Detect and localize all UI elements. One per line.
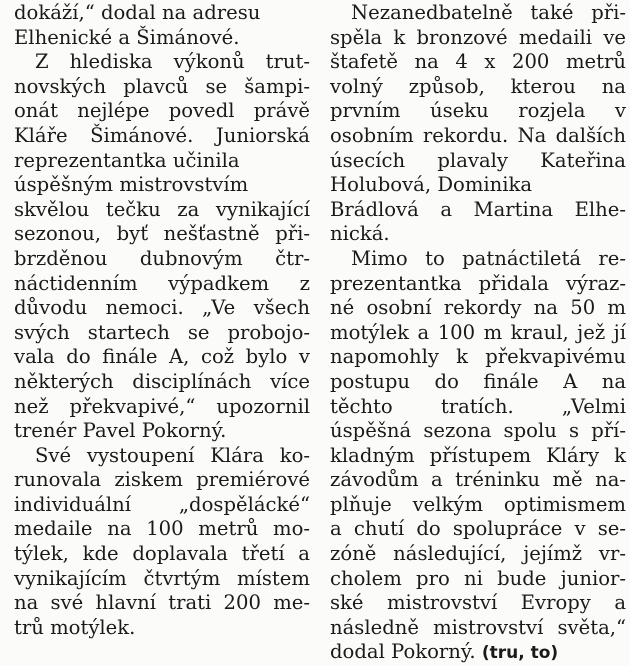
- text-line: Kláře Šimánové. Juniorská: [14, 123, 310, 147]
- text-line: Nezanedbatelně také při-: [351, 1, 626, 24]
- author-byline: (tru, to): [481, 643, 559, 664]
- text-line: než překvapivé,“ upozornil: [14, 394, 310, 418]
- text-line: důvodu nemoci. „Ve všech: [14, 296, 310, 320]
- text-line: Holubová, Dominika: [330, 173, 533, 197]
- text-line: Mimo to patnáctiletá re-: [351, 246, 626, 270]
- text-line: skvělou tečku za vynikající: [14, 197, 310, 221]
- text-line: Elhenické a Šimánové.: [14, 25, 240, 49]
- text-line: onát nejlépe povedl právě: [14, 99, 310, 123]
- text-line: vala do finále A, což bylo v: [14, 345, 310, 369]
- text-line: spěla k bronzové medaili ve: [330, 25, 626, 49]
- text-line: medaile na 100 metrů mo-: [14, 517, 310, 541]
- text-line: né osobní rekordy na 50 m: [330, 296, 626, 320]
- text-line: prezentantka přidala výraz-: [330, 271, 626, 295]
- text-line: individuální „dospělácké“: [14, 492, 310, 516]
- text-line: následně mistrovství světa,“: [330, 615, 626, 639]
- text-line: štafetě na 4 x 200 metrů: [330, 50, 626, 74]
- closing-text: dodal Pokorný.: [330, 640, 476, 664]
- text-line: napomohly k překvapivému: [330, 345, 626, 369]
- article-column-right: [330, 1, 626, 665]
- text-line: osobním rekordu. Na dalších: [330, 123, 626, 147]
- closing-line: [330, 640, 626, 665]
- text-line: runovala ziskem premiérové: [14, 468, 310, 492]
- text-line: a chutí do spolupráce v se-: [330, 517, 626, 541]
- text-line: některých disciplínách více: [14, 369, 310, 393]
- text-line: Z hlediska výkonů trut-: [35, 50, 310, 74]
- text-line: svých startech se probojo-: [14, 320, 310, 344]
- text-line: plňuje velkým optimismem: [330, 492, 626, 516]
- text-line: na své hlavní trati 200 me-: [14, 591, 310, 615]
- text-line: kladným přístupem Kláry k: [330, 443, 626, 467]
- text-line: volný způsob, kterou na: [330, 74, 626, 98]
- text-line: úspěšná sezona spolu s pří-: [330, 419, 626, 443]
- text-line: Své vystoupení Klára ko-: [35, 443, 310, 467]
- text-line: brzděnou dubnovým čtr-: [14, 246, 310, 270]
- text-line: nická.: [330, 222, 390, 246]
- text-line: reprezentantka učinila: [14, 148, 240, 172]
- article-column-left: [14, 1, 310, 640]
- text-line: dokáží,“ dodal na adresu: [14, 1, 261, 24]
- text-line: úspěšným mistrovstvím: [14, 173, 249, 197]
- text-line: náctidenním výpadkem z: [14, 271, 310, 295]
- text-line: Brádlová a Martina Elhe-: [330, 197, 626, 221]
- text-line: úsecích plavaly Kateřina: [330, 148, 626, 172]
- text-line: těchto tratích. „Velmi: [330, 394, 626, 418]
- text-line: postupu do finále A na: [330, 369, 626, 393]
- text-line: motýlek a 100 m kraul, jež jí: [330, 320, 626, 344]
- text-line: sezonou, byť nešťastně při-: [14, 222, 310, 246]
- text-line: trenér Pavel Pokorný.: [14, 419, 227, 443]
- text-line: trů motýlek.: [14, 615, 136, 639]
- text-line: ské mistrovství Evropy a: [330, 591, 626, 615]
- text-line: prvním úseku rozjela v: [330, 99, 626, 123]
- text-line: vynikajícím čtvrtým místem: [14, 566, 310, 590]
- text-line: závodům a tréninku mě na-: [330, 468, 626, 492]
- text-line: cholem pro ni bude junior-: [330, 566, 626, 590]
- text-line: týlek, kde doplavala třetí a: [14, 542, 310, 566]
- text-line: novských plavců se šampi-: [14, 74, 310, 98]
- text-line: zóně následující, jejímž vr-: [330, 542, 626, 566]
